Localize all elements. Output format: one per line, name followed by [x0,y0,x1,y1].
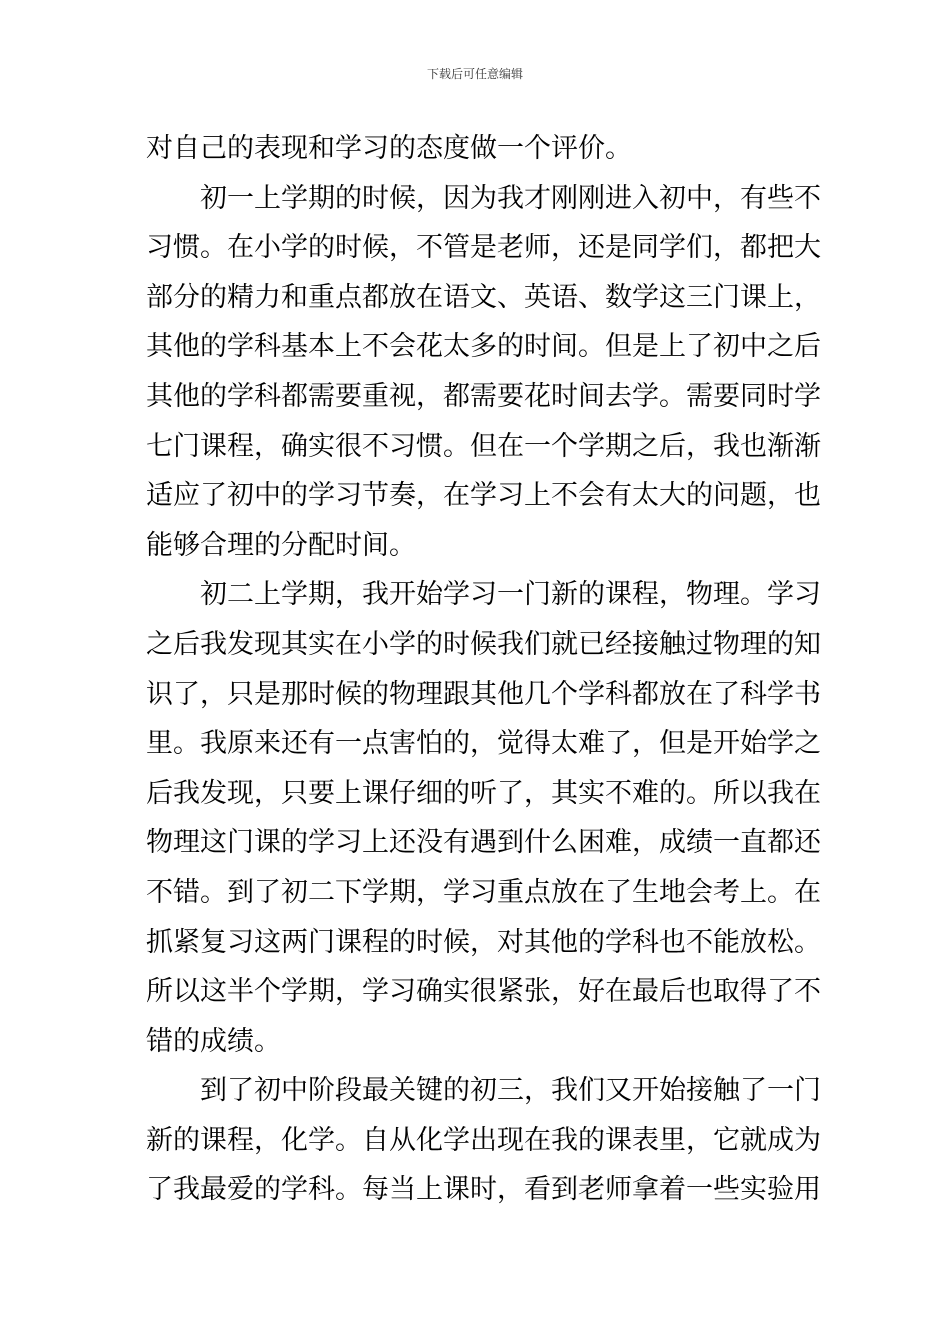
text-line: 其他的学科都需要重视，都需要花时间去学。需要同时学 [146,380,821,412]
text-line: 之后我发现其实在小学的时候我们就已经接触过物理的知 [146,628,821,660]
text-line: 初一上学期的时候，因为我才刚刚进入初中，有些不 [200,182,821,214]
text-line: 部分的精力和重点都放在语文、英语、数学这三门课上， [146,281,821,313]
document-body [146,124,821,1215]
text-line: 不错。到了初二下学期，学习重点放在了生地会考上。在 [146,876,821,908]
text-line: 到了初中阶段最关键的初三，我们又开始接触了一门 [200,1075,821,1107]
text-line: 了我最爱的学科。每当上课时，看到老师拿着一些实验用 [146,1174,821,1206]
text-line: 错的成绩。 [146,1025,281,1057]
text-line: 后我发现，只要上课仔细的听了，其实不难的。所以我在 [146,777,821,809]
text-line: 其他的学科基本上不会花太多的时间。但是上了初中之后 [146,331,821,363]
text-line: 习惯。在小学的时候，不管是老师，还是同学们，都把大 [146,232,821,264]
text-line: 对自己的表现和学习的态度做一个评价。 [146,133,632,164]
text-line: 所以这半个学期，学习确实很紧张，好在最后也取得了不 [146,976,821,1008]
text-line: 物理这门课的学习上还没有遇到什么困难，成绩一直都还 [146,827,821,859]
text-line: 能够合理的分配时间。 [146,529,416,561]
page-header-note: 下载后可任意编辑 [426,67,523,81]
text-line: 七门课程，确实很不习惯。但在一个学期之后，我也渐渐 [146,430,821,462]
text-line: 新的课程，化学。自从化学出现在我的课表里，它就成为 [146,1124,821,1156]
text-line: 里。我原来还有一点害怕的，觉得太难了，但是开始学之 [146,728,821,760]
text-line: 初二上学期，我开始学习一门新的课程，物理。学习 [200,579,821,611]
text-line: 识了，只是那时候的物理跟其他几个学科都放在了科学书 [146,678,821,710]
text-line: 抓紧复习这两门课程的时候，对其他的学科也不能放松。 [146,926,821,958]
text-line: 适应了初中的学习节奏，在学习上不会有太大的问题，也 [146,480,821,512]
